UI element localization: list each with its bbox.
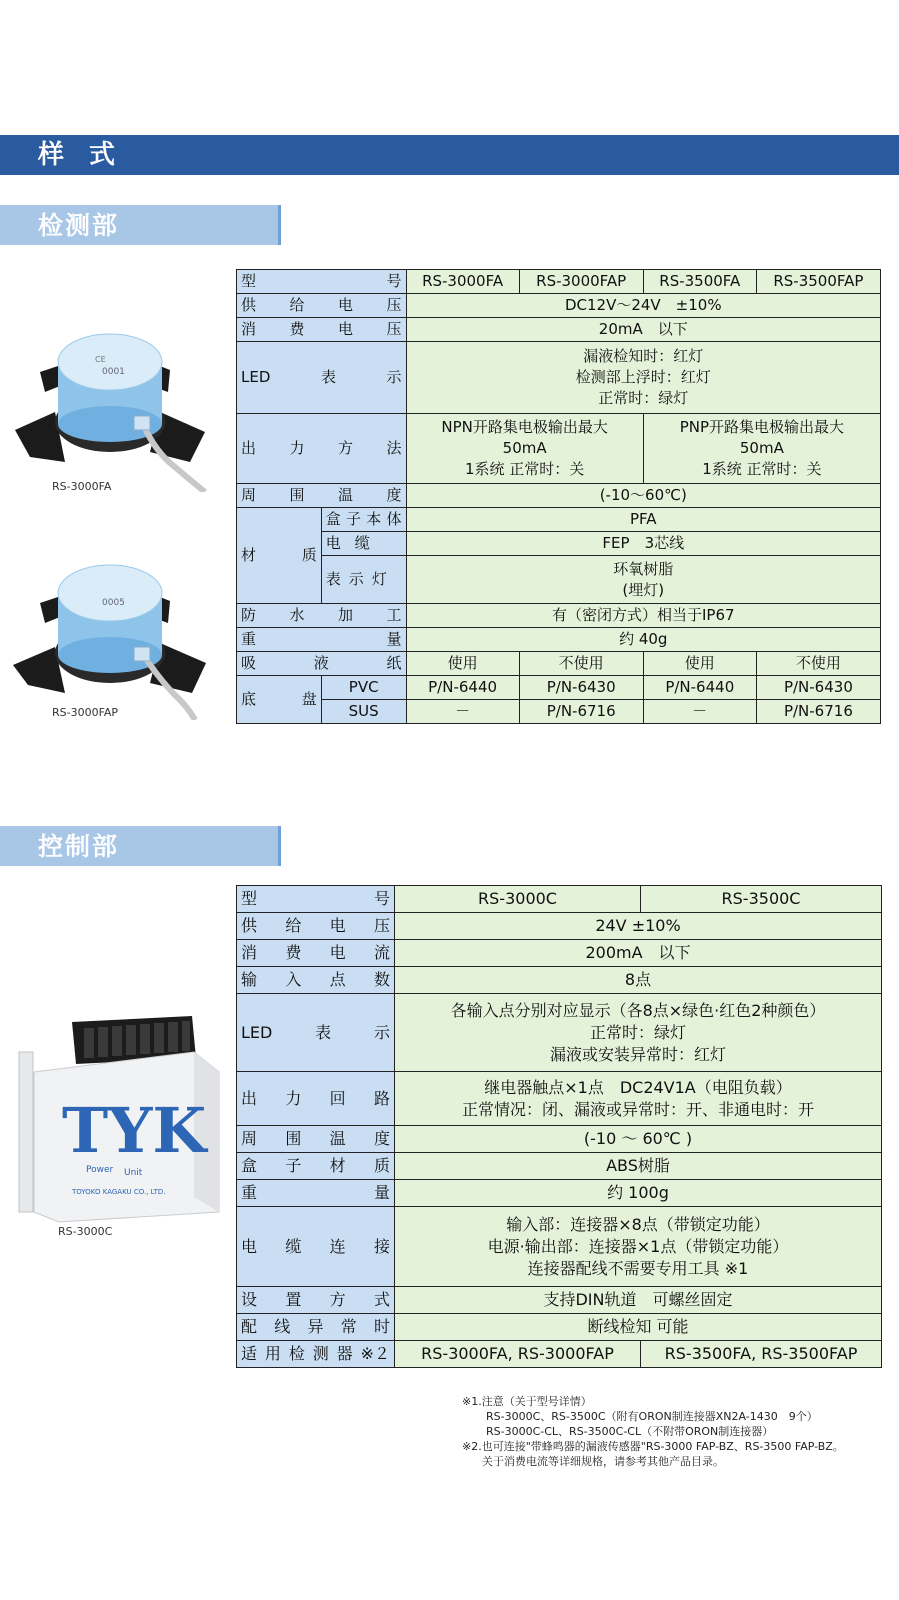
photo-caption: RS-3000FA — [52, 480, 112, 493]
model-label: 型 — [241, 272, 257, 290]
table-row — [237, 1207, 882, 1287]
row-label: 盒 子 材 质 — [237, 1153, 395, 1180]
row-label: 吸 液 纸 — [237, 652, 407, 676]
pvc-cell: P/N-6440 — [406, 676, 519, 700]
table-row — [237, 294, 881, 318]
svg-text:CE: CE — [95, 355, 106, 364]
photo-caption: RS-3000FAP — [52, 706, 119, 719]
material-cable: FEP 3芯线 — [406, 532, 880, 556]
text-line: 继电器触点×1点 DC24V1A（电阻负载） — [484, 1077, 792, 1097]
table-row — [237, 318, 881, 342]
row-label: 电 缆 连 接 — [237, 1207, 395, 1287]
cable-value — [395, 1207, 882, 1287]
detector-cell: RS-3000FA, RS-3000FAP — [395, 1341, 641, 1368]
footnote: RS-3000C-CL、RS-3500C-CL（不附带ORON制连接器） — [486, 1425, 774, 1438]
label-justified — [239, 271, 404, 292]
page-title: 样 式 — [38, 140, 124, 170]
consumption-value: 20mA 以下 — [406, 318, 880, 342]
pvc-cell: P/N-6430 — [756, 676, 880, 700]
model-cell: RS-3000FAP — [519, 270, 643, 294]
footnote: ※2.也可连接"带蜂鸣器的漏液传感器"RS-3000 FAP-BZ、RS-3500 FAP-BZ。 — [462, 1440, 844, 1453]
sus-cell: P/N-6716 — [519, 700, 643, 724]
section-title: 控制部 — [38, 832, 120, 861]
table-row — [237, 532, 881, 556]
table-row — [237, 967, 882, 994]
footnotes — [462, 1394, 844, 1469]
controller-photo — [14, 1012, 229, 1227]
row-label: 材 质 — [237, 508, 322, 604]
section-header-detector — [0, 205, 281, 245]
paper-cell: 不使用 — [756, 652, 880, 676]
table-row — [237, 484, 881, 508]
row-label: 型 号 — [237, 886, 395, 913]
table-row — [237, 1153, 882, 1180]
text-line: 各输入点分别对应显示（各8点×绿色·红色2种颜色） — [450, 1000, 826, 1020]
text-line: 连接器配线不需要专用工具 ※1 — [527, 1258, 749, 1278]
table-row — [237, 940, 882, 967]
text-line: 正常时：绿灯 — [598, 389, 689, 407]
photo-caption: RS-3000C — [58, 1225, 113, 1238]
text-line: 1系统 正常时：关 — [465, 460, 585, 478]
sensor-photo-fap — [10, 545, 210, 720]
row-label — [237, 270, 407, 294]
brand-logo: TYK — [62, 1094, 207, 1167]
row-label: 输 入 点 数 — [237, 967, 395, 994]
row-label: 供 给 电 压 — [237, 913, 395, 940]
row-label: 重 量 — [237, 628, 407, 652]
sus-cell: P/N-6716 — [756, 700, 880, 724]
model-cell: RS-3500FA — [643, 270, 756, 294]
maker-text: TOYOKO KAGAKU CO., LTD. — [72, 1188, 166, 1196]
voltage-value: DC12V～24V ±10% — [406, 294, 880, 318]
paper-cell: 使用 — [643, 652, 756, 676]
text-line: 50mA — [502, 439, 547, 457]
weight-value: 约 40g — [406, 628, 880, 652]
row-label: 消 费 电 流 — [237, 940, 395, 967]
text-line: 正常时：绿灯 — [589, 1022, 686, 1042]
output-pnp — [643, 414, 880, 484]
row-label: LED 表 示 — [237, 342, 407, 414]
row-label: 适 用 检 测 器 ※２ — [237, 1341, 395, 1368]
text-line: 正常情况：闭、漏液或异常时：开、非通电时：开 — [461, 1099, 814, 1119]
row-label: 供 给 电 压 — [237, 294, 407, 318]
sus-cell: － — [643, 700, 756, 724]
sub-label: 表 示 灯 — [321, 556, 406, 604]
sub-label: PVC — [321, 676, 406, 700]
text-line: 电源·输出部：连接器×1点（带锁定功能） — [487, 1236, 789, 1256]
install-value: 支持DIN轨道 可螺丝固定 — [395, 1287, 882, 1314]
text-line: 输入部：连接器×8点（带锁定功能） — [506, 1214, 770, 1234]
section-title: 检测部 — [38, 211, 120, 240]
text-line: NPN开路集电极输出最大 — [441, 418, 608, 436]
table-row — [237, 994, 882, 1072]
model-cell: RS-3500C — [641, 886, 882, 913]
table-row — [237, 1287, 882, 1314]
row-label: 重 量 — [237, 1180, 395, 1207]
voltage-value: 24V ±10% — [395, 913, 882, 940]
text-line: 检测部上浮时：红灯 — [575, 368, 711, 386]
row-label: 底 盘 — [237, 676, 322, 724]
table-row — [237, 913, 882, 940]
row-label: 周 围 温 度 — [237, 484, 407, 508]
brand-sub: Power — [86, 1165, 114, 1175]
brand-sub: Unit — [124, 1168, 143, 1178]
model-cell: RS-3000C — [395, 886, 641, 913]
sub-label: SUS — [321, 700, 406, 724]
detector-cell: RS-3500FA, RS-3500FAP — [641, 1341, 882, 1368]
output-npn — [406, 414, 643, 484]
material-lamp — [406, 556, 880, 604]
row-label: LED 表 示 — [237, 994, 395, 1072]
text-line: 50mA — [739, 439, 784, 457]
row-label: 防 水 加 工 — [237, 604, 407, 628]
table-row — [237, 700, 881, 724]
case-value: ABS树脂 — [395, 1153, 882, 1180]
led-value — [395, 994, 882, 1072]
inputs-value: 8点 — [395, 967, 882, 994]
sus-cell: － — [406, 700, 519, 724]
temp-value: (-10 ～ 60℃ ) — [395, 1126, 882, 1153]
circuit-value — [395, 1072, 882, 1126]
table-row — [237, 508, 881, 532]
footnote: ※1.注意（关于型号详情） — [462, 1395, 592, 1408]
temp-value: (-10～60℃) — [406, 484, 880, 508]
row-label: 配 线 异 常 时 — [237, 1314, 395, 1341]
table-row — [237, 1072, 882, 1126]
text-line: 漏液或安装异常时：红灯 — [549, 1044, 726, 1064]
text-line: PNP开路集电极输出最大 — [679, 418, 845, 436]
model-cell: RS-3000FA — [406, 270, 519, 294]
row-label: 设 置 方 式 — [237, 1287, 395, 1314]
text-line: (埋灯) — [622, 580, 665, 599]
weight-value: 约 100g — [395, 1180, 882, 1207]
row-label: 出 力 回 路 — [237, 1072, 395, 1126]
page-title-banner — [0, 135, 899, 175]
current-value: 200mA 以下 — [395, 940, 882, 967]
pvc-cell: P/N-6440 — [643, 676, 756, 700]
footnote: 关于消费电流等详细规格，请参考其他产品目录。 — [482, 1455, 724, 1468]
sensor-photo-fa — [10, 312, 210, 492]
text-line: 环氧树脂 — [613, 559, 674, 578]
svg-text:0001: 0001 — [102, 367, 125, 377]
table-row — [237, 1341, 882, 1368]
sub-label: 盒 子 本 体 — [321, 508, 406, 532]
svg-text:0005: 0005 — [102, 598, 125, 608]
table-row — [237, 652, 881, 676]
table-row — [237, 414, 881, 484]
text-line: 1系统 正常时：关 — [702, 460, 822, 478]
table-row — [237, 1180, 882, 1207]
paper-cell: 使用 — [406, 652, 519, 676]
model-label: 号 — [386, 272, 402, 290]
row-label: 消 费 电 压 — [237, 318, 407, 342]
table-row — [237, 886, 882, 913]
model-cell: RS-3500FAP — [756, 270, 880, 294]
text-line: 漏液检知时：红灯 — [583, 347, 704, 365]
material-case: PFA — [406, 508, 880, 532]
row-label: 周 围 温 度 — [237, 1126, 395, 1153]
section-header-controller — [0, 826, 281, 866]
led-value — [406, 342, 880, 414]
table-row — [237, 1314, 882, 1341]
waterproof-value: 有（密闭方式）相当于IP67 — [406, 604, 880, 628]
detector-spec-table — [236, 269, 881, 724]
paper-cell: 不使用 — [519, 652, 643, 676]
table-row — [237, 628, 881, 652]
wiring-value: 断线检知 可能 — [395, 1314, 882, 1341]
table-row — [237, 556, 881, 604]
table-row — [237, 604, 881, 628]
table-row — [237, 342, 881, 414]
row-label: 出 力 方 法 — [237, 414, 407, 484]
pvc-cell: P/N-6430 — [519, 676, 643, 700]
controller-spec-table — [236, 885, 882, 1368]
sub-label: 电 缆 — [321, 532, 406, 556]
table-row — [237, 270, 881, 294]
table-row — [237, 1126, 882, 1153]
footnote: RS-3000C、RS-3500C（附有ORON制连接器XN2A-1430 9个） — [486, 1410, 818, 1423]
table-row — [237, 676, 881, 700]
